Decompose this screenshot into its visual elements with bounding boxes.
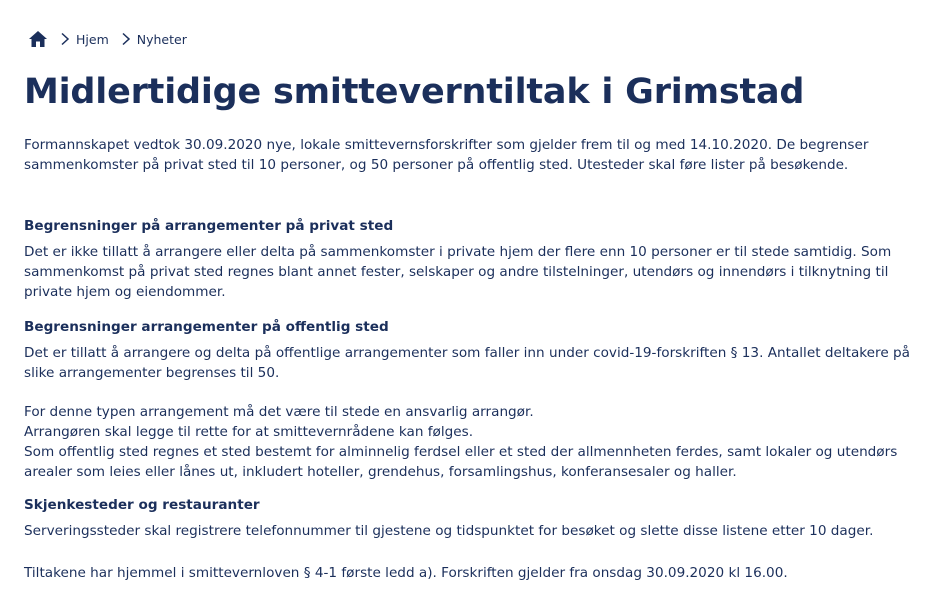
section-public bbox=[24, 317, 934, 383]
intro-text: Formannskapet vedtok 30.09.2020 nye, lokale smittevernsforskrifter som gjelder frem til og med 14.10.2020. De begrenser sammenkomster på privat sted til 10 personer, og 50 personer på offentlig sted. Utesteder skal føre lister på besøkende. bbox=[24, 137, 869, 173]
chevron-right-icon bbox=[60, 32, 70, 46]
section-restaurants bbox=[24, 495, 934, 541]
section-text: Serveringssteder skal registrere telefonnummer til gjestene og tidspunktet for besøket og slette disse listene etter 10 dager. bbox=[24, 523, 874, 539]
section-heading: Skjenkesteder og restauranter bbox=[24, 497, 260, 513]
article bbox=[24, 28, 934, 581]
breadcrumb-item-nyheter[interactable]: Nyheter bbox=[136, 31, 187, 47]
home-icon[interactable] bbox=[28, 30, 48, 48]
breadcrumb-item-hjem[interactable]: Hjem bbox=[76, 31, 109, 47]
chevron-right-icon bbox=[121, 32, 131, 46]
section-text: Det er ikke tillatt å arrangere eller delta på sammenkomster i private hjem der flere enn 10 personer er til stede samtidig. Som sammenkomst på privat sted regnes blant annet fester, selskaper og andre tilstelninger, utendørs og innendørs i tilknytning til private hjem og eiendommer. bbox=[24, 244, 892, 300]
closing-text: Tiltakene har hjemmel i smittevernloven § 4-1 første ledd a). Forskriften gjelder fra onsdag 30.09.2020 kl 16.00. bbox=[24, 565, 788, 581]
detail-line: For denne typen arrangement må det være til stede en ansvarlig arrangør. bbox=[24, 404, 534, 420]
public-details bbox=[24, 402, 934, 482]
section-heading: Begrensninger på arrangementer på privat sted bbox=[24, 218, 394, 234]
section-text: Det er tillatt å arrangere og delta på offentlige arrangementer som faller inn under covid-19-forskriften § 13. Antallet deltakere på slike arrangementer begrenses til 50. bbox=[24, 345, 910, 381]
section-private bbox=[24, 216, 934, 302]
detail-line: Som offentlig sted regnes et sted bestemt for alminnelig ferdsel eller et sted der allmennheten ferdes, samt lokaler og utendørs arealer som leies eller lånes ut, inkludert hoteller, grendehus, forsamlingshus, konferansesaler og haller. bbox=[24, 444, 898, 480]
breadcrumb bbox=[24, 28, 934, 50]
detail-line: Arrangøren skal legge til rette for at smittevernrådene kan følges. bbox=[24, 424, 474, 440]
section-heading: Begrensninger arrangementer på offentlig sted bbox=[24, 319, 389, 335]
page-title: Midlertidige smitteverntiltak i Grimstad bbox=[24, 72, 805, 112]
